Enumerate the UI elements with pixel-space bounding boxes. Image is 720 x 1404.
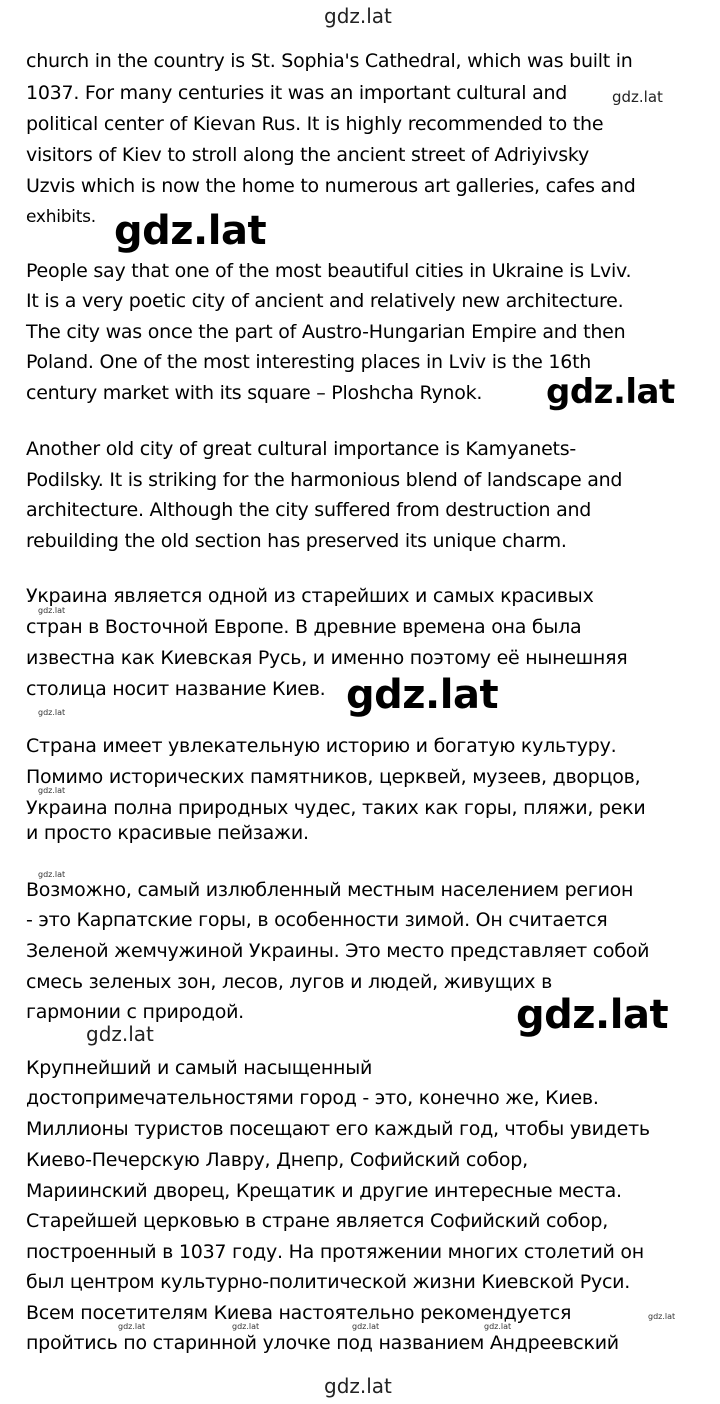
watermark: gdz.lat [38, 708, 66, 717]
watermark: gdz.lat [86, 1022, 154, 1046]
text-line: Podilsky. It is striking for the harmonious blend of landscape and [26, 469, 623, 491]
text-line: построенный в 1037 году. На протяжении многих столетий он [26, 1241, 644, 1263]
text-line: exhibits. [26, 207, 96, 227]
text-line: Украина полна природных чудес, таких как горы, пляжи, реки [26, 797, 646, 819]
text-line: Зеленой жемчужиной Украины. Это место представляет собой [26, 940, 650, 962]
watermark: gdz.lat [118, 1322, 146, 1331]
text-line: Всем посетителям Киева настоятельно рекомендуется [26, 1302, 572, 1324]
watermark: gdz.lat [38, 786, 66, 795]
text-line: It is a very poetic city of ancient and relatively new architecture. [26, 290, 624, 312]
text-line: столица носит название Киев. [26, 678, 326, 700]
watermark: gdz.lat [38, 870, 66, 879]
text-line: Мариинский дворец, Крещатик и другие интересные места. [26, 1180, 622, 1202]
text-line: был центром культурно-политической жизни Киевской Руси. [26, 1271, 631, 1293]
text-line: и просто красивые пейзажи. [26, 822, 309, 844]
text-line: 1037. For many centuries it was an important cultural and [26, 82, 568, 104]
text-line: Старейшей церковью в стране является Софийский собор, [26, 1210, 608, 1232]
footer-watermark: gdz.lat [324, 1374, 392, 1398]
text-line: century market with its square – Ploshcha Rynok. [26, 382, 483, 404]
text-line: достопримечательностями город - это, конечно же, Киев. [26, 1087, 599, 1109]
text-line: Another old city of great cultural importance is Kamyanets- [26, 438, 576, 460]
watermark: gdz.lat [352, 1322, 380, 1331]
text-line: Киево-Печерскую Лавру, Днепр, Софийский собор, [26, 1149, 528, 1171]
watermark: gdz.lat [546, 372, 675, 412]
text-line: - это Карпатские горы, в особенности зимой. Он считается [26, 909, 608, 931]
text-line: Помимо исторических памятников, церквей, музеев, дворцов, [26, 766, 641, 788]
text-line: church in the country is St. Sophia's Cathedral, which was built in [26, 50, 633, 72]
text-line: Poland. One of the most interesting places in Lviv is the 16th [26, 351, 592, 373]
text-line: political center of Kievan Rus. It is highly recommended to the [26, 113, 604, 135]
text-line: стран в Восточной Европе. В древние времена она была [26, 616, 582, 638]
header-watermark: gdz.lat [324, 4, 392, 28]
watermark: gdz.lat [612, 88, 663, 106]
text-line: rebuilding the old section has preserved its unique charm. [26, 530, 567, 552]
text-line: Миллионы туристов посещают его каждый год, чтобы увидеть [26, 1118, 650, 1140]
text-line: гармонии с природой. [26, 1001, 244, 1023]
watermark: gdz.lat [38, 606, 66, 615]
text-line: Возможно, самый излюбленный местным населением регион [26, 879, 634, 901]
watermark: gdz.lat [484, 1322, 512, 1331]
text-line: People say that one of the most beautiful cities in Ukraine is Lviv. [26, 260, 632, 282]
text-line: architecture. Although the city suffered from destruction and [26, 499, 592, 521]
text-line: Крупнейший и самый насыщенный [26, 1057, 373, 1079]
text-line: Украина является одной из старейших и самых красивых [26, 585, 594, 607]
text-line: visitors of Kiev to stroll along the ancient street of Adriyivsky [26, 144, 589, 166]
watermark: gdz.lat [114, 208, 267, 254]
watermark: gdz.lat [516, 992, 669, 1038]
watermark: gdz.lat [346, 672, 499, 718]
watermark: gdz.lat [648, 1312, 676, 1321]
text-line: The city was once the part of Austro-Hungarian Empire and then [26, 321, 626, 343]
text-line: известна как Киевская Русь, и именно поэтому её нынешняя [26, 647, 628, 669]
watermark: gdz.lat [232, 1322, 260, 1331]
text-line: пройтись по старинной улочке под названием Андреевский [26, 1332, 619, 1354]
text-line: смесь зеленых зон, лесов, лугов и людей, живущих в [26, 971, 553, 993]
text-line: Страна имеет увлекательную историю и богатую культуру. [26, 735, 617, 757]
text-line: Uzvis which is now the home to numerous art galleries, cafes and [26, 175, 636, 197]
